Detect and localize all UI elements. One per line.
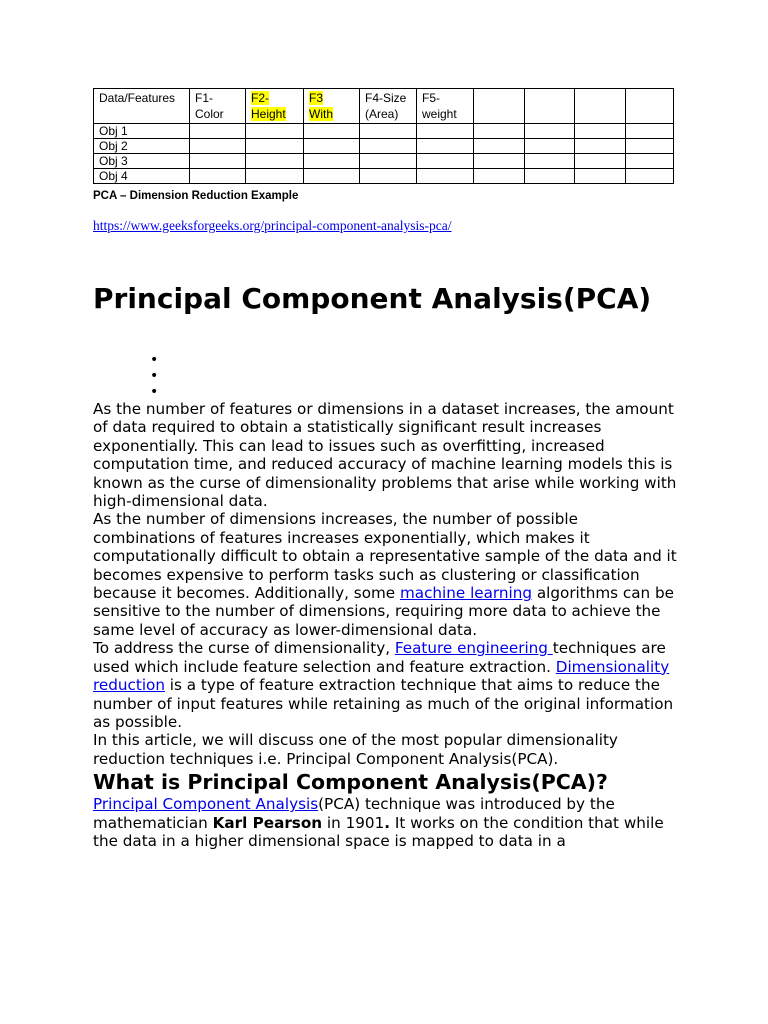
paragraph-pca xyxy=(93,795,683,850)
bold-name: Karl Pearson xyxy=(212,813,323,832)
table-row xyxy=(94,139,674,154)
table-cell xyxy=(190,169,246,184)
table-cell xyxy=(246,124,304,139)
table-cell xyxy=(246,169,304,184)
table-cell xyxy=(575,169,626,184)
table-header-row xyxy=(94,89,674,124)
table-cell xyxy=(360,124,417,139)
table-cell xyxy=(525,124,575,139)
table-cell xyxy=(417,124,474,139)
table-cell xyxy=(304,124,360,139)
table-cell xyxy=(626,124,674,139)
dimensionality-reduction-link[interactable]: Dimensionality reduction xyxy=(93,657,670,695)
feature-engineering-link[interactable]: Feature engineering xyxy=(394,639,553,658)
table-cell: Obj 4 xyxy=(94,169,190,184)
table-cell xyxy=(575,124,626,139)
article-body xyxy=(93,400,683,850)
table-cell xyxy=(304,139,360,154)
paragraph-text: To address the curse of dimensionality, xyxy=(93,639,395,658)
table-cell xyxy=(575,139,626,154)
bullet-item: • xyxy=(150,368,159,384)
table-cell xyxy=(360,169,417,184)
table-cell xyxy=(360,154,417,169)
table-cell xyxy=(575,154,626,169)
paragraph-article: In this article, we will discuss one of the most popular dimensionality reduction techniques i.e. Principal Component Analysis(PCA). xyxy=(93,731,618,768)
table-cell: Obj 1 xyxy=(94,124,190,139)
highlighted-text: F2- Height xyxy=(251,91,286,121)
table-caption: PCA – Dimension Reduction Example xyxy=(93,190,299,202)
table-cell xyxy=(246,154,304,169)
paragraph-text: It works on the condition that while the data in a higher dimensional space is mapped to data in a xyxy=(93,813,664,850)
paragraph-curse xyxy=(93,639,683,731)
page-title: Principal Component Analysis(PCA) xyxy=(93,282,652,315)
table-cell: Obj 3 xyxy=(94,154,190,169)
paragraph-dimensions xyxy=(93,510,683,639)
table-cell xyxy=(190,139,246,154)
source-link[interactable]: https://www.geeksforgeeks.org/principal-component-analysis-pca/ xyxy=(93,218,452,233)
table-cell xyxy=(304,169,360,184)
table-cell xyxy=(474,169,525,184)
section-heading: What is Principal Component Analysis(PCA)? xyxy=(93,770,608,795)
paragraph-text: (PCA) technique was introduced by the mathematician xyxy=(93,795,615,832)
pca-link[interactable]: Principal Component Analysis xyxy=(93,795,319,814)
header-cell xyxy=(575,89,626,124)
bold-period: . xyxy=(384,813,391,832)
table-cell xyxy=(246,139,304,154)
table-cell xyxy=(474,139,525,154)
header-cell xyxy=(304,89,360,124)
header-cell: F5- weight xyxy=(417,89,474,124)
header-cell xyxy=(525,89,575,124)
table-cell xyxy=(304,154,360,169)
table-cell xyxy=(417,154,474,169)
table-cell xyxy=(525,169,575,184)
table-cell: Obj 2 xyxy=(94,139,190,154)
paragraph-text: algorithms can be sensitive to the number of dimensions, requiring more data to achieve the same level of accuracy as lower-dimensional data. xyxy=(93,584,674,639)
paragraph-text: is a type of feature extraction technique that aims to reduce the number of input features while retaining as much of the original information as possible. xyxy=(93,676,674,731)
table-cell xyxy=(474,154,525,169)
bullet-item: • xyxy=(150,384,159,400)
table-cell xyxy=(525,139,575,154)
table-cell xyxy=(417,169,474,184)
table-cell xyxy=(626,169,674,184)
header-cell: F4-Size (Area) xyxy=(360,89,417,124)
bullet-item: • xyxy=(150,352,159,368)
table-row xyxy=(94,154,674,169)
table-cell xyxy=(360,139,417,154)
table-cell xyxy=(474,124,525,139)
paragraph-text: techniques are used which include feature selection and feature extraction. xyxy=(93,639,666,676)
header-cell: F1- Color xyxy=(190,89,246,124)
header-cell xyxy=(626,89,674,124)
machine-learning-link[interactable]: machine learning xyxy=(399,584,533,603)
header-cell: Data/Features xyxy=(94,89,190,124)
table-cell xyxy=(525,154,575,169)
table-row xyxy=(94,124,674,139)
paragraph-text: in 1901 xyxy=(322,813,385,832)
paragraph-intro: As the number of features or dimensions in a dataset increases, the amount of data required to obtain a statistically significant result increases exponentially. This can lead to issues such as overfitting, increased computation time, and reduced accuracy of machine learning models this is known as the curse of dimensionality problems that arise while working with high-dimensional data. xyxy=(93,400,677,511)
features-table xyxy=(93,88,674,184)
header-cell xyxy=(474,89,525,124)
table-cell xyxy=(417,139,474,154)
table-cell xyxy=(190,154,246,169)
table-row xyxy=(94,169,674,184)
empty-bullet-list xyxy=(150,352,158,400)
header-cell xyxy=(246,89,304,124)
table-cell xyxy=(626,139,674,154)
table-cell xyxy=(626,154,674,169)
highlighted-text: F3 With xyxy=(309,91,333,121)
paragraph-text: As the number of dimensions increases, the number of possible combinations of features increases exponentially, which makes it computationally difficult to obtain a representative sample of the data and it becomes expensive to perform tasks such as clustering or classification because it becomes. Additionally, some xyxy=(93,510,677,603)
table-cell xyxy=(190,124,246,139)
